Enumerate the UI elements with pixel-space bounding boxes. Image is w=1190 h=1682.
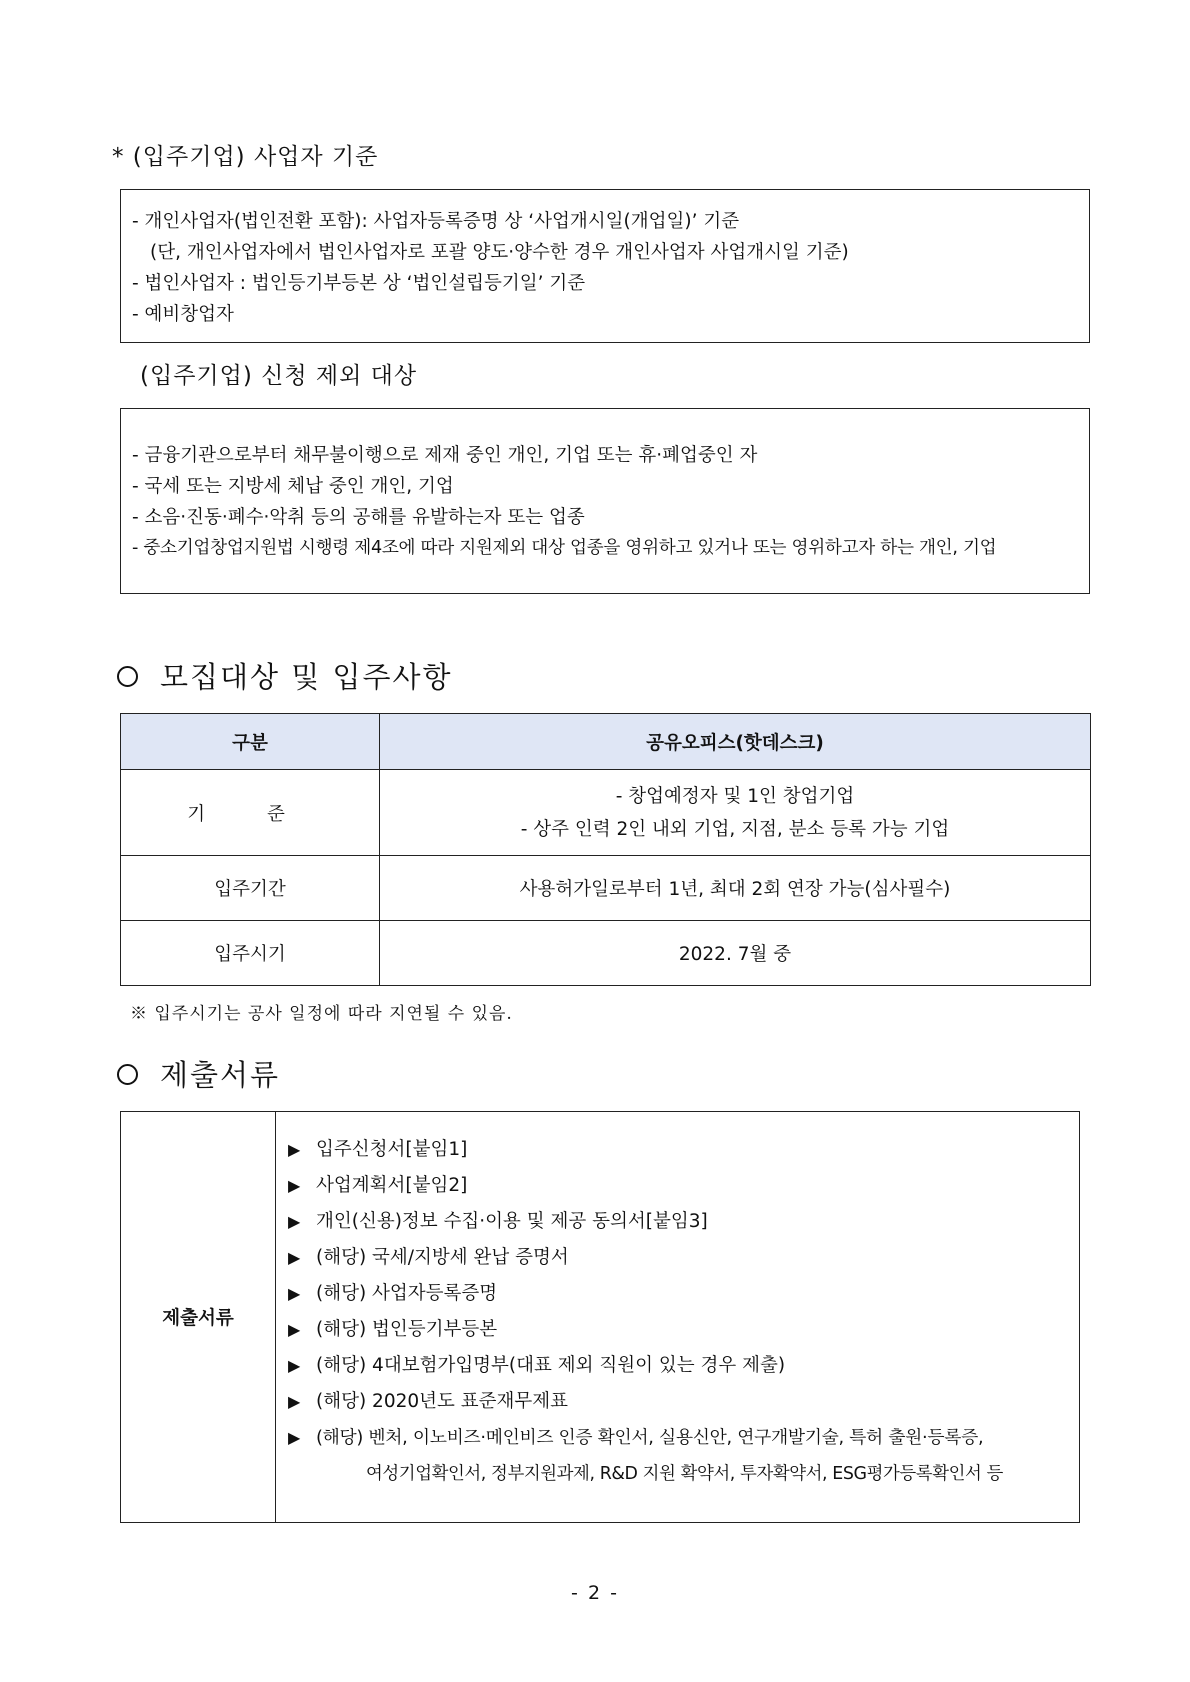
triangle-bullet-icon: ▶ <box>288 1212 301 1231</box>
documents-list <box>288 1132 1079 1492</box>
triangle-bullet-icon: ▶ <box>288 1320 301 1339</box>
recruit-heading <box>117 655 453 696</box>
criteria-value-1: - 창업예정자 및 1인 창업기업 <box>615 785 855 807</box>
row-label-timing: 입주시기 <box>121 921 380 986</box>
list-item-continuation: 여성기업확인서, 정부지원과제, R&D 지원 확약서, 투자확약서, ESG평가등록확인서 등 <box>366 1464 1003 1484</box>
criteria-box <box>120 189 1090 343</box>
list-item: ▶ 입주신청서[붙임1] <box>288 1132 1079 1168</box>
header-cell-shared-office: 공유오피스(핫데스크) <box>380 714 1091 770</box>
row-label-criteria: 기 준 <box>121 770 380 856</box>
list-item: ▶ 개인(신용)정보 수집·이용 및 제공 동의서[붙임3] <box>288 1204 1079 1240</box>
documents-title: 제출서류 <box>160 1058 281 1092</box>
triangle-bullet-icon: ▶ <box>288 1284 301 1303</box>
triangle-bullet-icon: ▶ <box>288 1428 301 1447</box>
documents-heading <box>117 1053 280 1094</box>
triangle-bullet-icon: ▶ <box>288 1392 301 1411</box>
list-item: ▶ 사업계획서[붙임2] <box>288 1168 1079 1204</box>
criteria-title: * (입주기업) 사업자 기준 <box>112 144 379 170</box>
row-value-criteria <box>380 770 1091 856</box>
criteria-line-3: - 법인사업자 : 법인등기부등본 상 ‘법인설립등기일’ 기준 <box>132 273 586 294</box>
exclusion-box <box>120 408 1090 594</box>
table-row <box>121 921 1091 986</box>
list-item: ▶ (해당) 4대보험가입명부(대표 제외 직원이 있는 경우 제출) <box>288 1348 1079 1384</box>
documents-table <box>120 1111 1080 1523</box>
list-item: ▶ (해당) 국세/지방세 완납 증명서 <box>288 1240 1079 1276</box>
triangle-bullet-icon: ▶ <box>288 1140 301 1159</box>
circle-bullet-icon <box>117 666 138 687</box>
list-item: ▶ (해당) 법인등기부등본 <box>288 1312 1079 1348</box>
exclusion-line-1: - 금융기관으로부터 채무불이행으로 제재 중인 개인, 기업 또는 휴·폐업중인 자 <box>132 445 758 466</box>
table-row <box>121 856 1091 921</box>
triangle-bullet-icon: ▶ <box>288 1248 301 1267</box>
documents-label: 제출서류 <box>121 1112 276 1523</box>
list-item: ▶ (해당) 사업자등록증명 <box>288 1276 1079 1312</box>
page-number: - 2 - <box>571 1582 619 1604</box>
criteria-line-2: (단, 개인사업자에서 법인사업자로 포괄 양도·양수한 경우 개인사업자 사업개시일 기준) <box>150 242 849 263</box>
criteria-line-4: - 예비창업자 <box>132 304 234 325</box>
exclusion-line-2: - 국세 또는 지방세 체납 중인 개인, 기업 <box>132 476 454 497</box>
exclusion-title: (입주기업) 신청 제외 대상 <box>140 363 418 389</box>
table-row <box>121 770 1091 856</box>
recruit-title: 모집대상 및 입주사항 <box>160 660 453 694</box>
triangle-bullet-icon: ▶ <box>288 1356 301 1375</box>
recruit-table-header <box>121 714 1091 770</box>
recruit-table <box>120 713 1091 986</box>
triangle-bullet-icon: ▶ <box>288 1176 301 1195</box>
header-cell-category: 구분 <box>121 714 380 770</box>
row-value-timing: 2022. 7월 중 <box>380 921 1091 986</box>
recruit-note: ※ 입주시기는 공사 일정에 따라 지연될 수 있음. <box>130 1004 513 1024</box>
row-label-period: 입주기간 <box>121 856 380 921</box>
exclusion-line-4: - 중소기업창업지원법 시행령 제4조에 따라 지원제외 대상 업종을 영위하고 있거나 또는 영위하고자 하는 개인, 기업 <box>132 538 997 558</box>
circle-bullet-icon <box>117 1064 138 1085</box>
row-value-period: 사용허가일로부터 1년, 최대 2회 연장 가능(심사필수) <box>380 856 1091 921</box>
list-item: ▶ (해당) 2020년도 표준재무제표 <box>288 1384 1079 1420</box>
exclusion-line-3: - 소음·진동·폐수·악취 등의 공해를 유발하는자 또는 업종 <box>132 507 585 528</box>
criteria-value-2: - 상주 인력 2인 내외 기업, 지점, 분소 등록 가능 기업 <box>520 818 950 840</box>
criteria-line-1: - 개인사업자(법인전환 포함): 사업자등록증명 상 ‘사업개시일(개업일)’ 기준 <box>132 211 740 232</box>
documents-list-cell <box>276 1112 1080 1523</box>
list-item: ▶ (해당) 벤처, 이노비즈·메인비즈 인증 확인서, 실용신안, 연구개발기술, 특허 출원·등록증, <box>288 1420 1079 1456</box>
table-row <box>121 1112 1080 1523</box>
